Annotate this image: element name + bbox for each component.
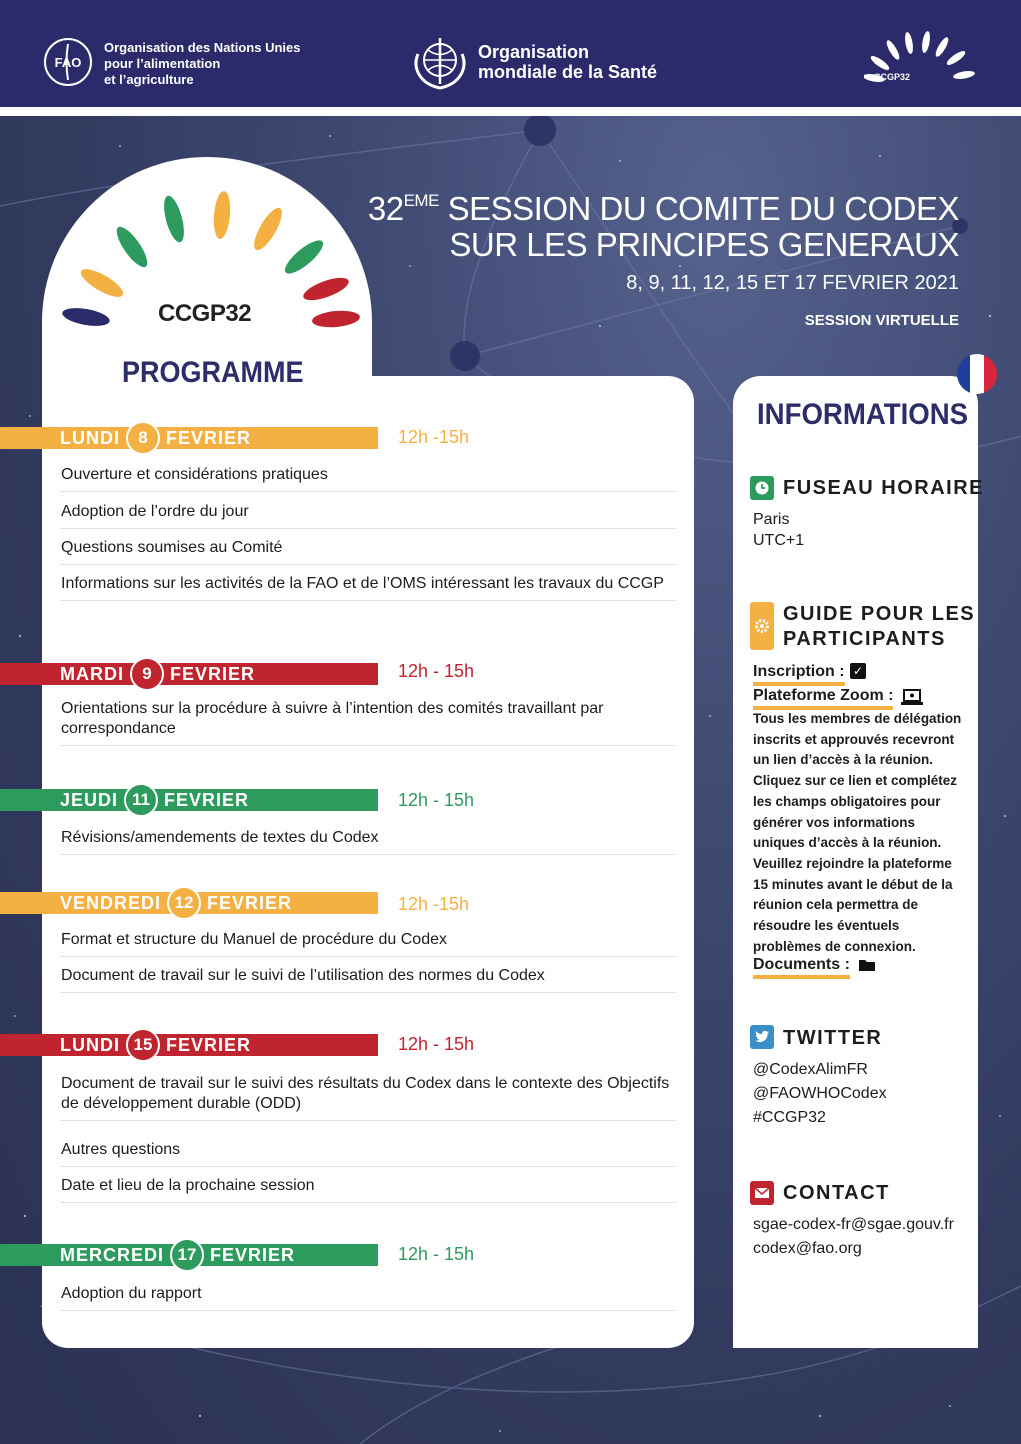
- session-title: [368, 183, 959, 263]
- day-name: MERCREDI: [60, 1244, 165, 1265]
- informations-heading: INFORMATIONS: [757, 398, 969, 431]
- day-time: 12h - 15h: [398, 661, 475, 681]
- folder-icon[interactable]: [858, 958, 876, 972]
- twitter-handle-1[interactable]: @CodexAlimFR: [753, 1061, 868, 1078]
- title-line-1: SESSION DU COMITE DU CODEX: [447, 190, 959, 227]
- day-time: 12h - 15h: [398, 1034, 475, 1054]
- mail-icon: [750, 1181, 774, 1205]
- fao-logo-text: FAO: [54, 55, 82, 70]
- session-format: SESSION VIRTUELLE: [804, 312, 959, 329]
- day-bar-lundi-8: [0, 427, 378, 449]
- day-month: FEVRIER: [164, 789, 250, 810]
- fao-line-2: pour l’alimentation: [104, 56, 221, 71]
- header-divider: [0, 107, 1021, 116]
- agenda-item: Adoption de l’ordre du jour: [61, 502, 676, 529]
- day-number: 12: [167, 886, 201, 920]
- twitter-title: TWITTER: [783, 1027, 883, 1049]
- timezone-offset: UTC+1: [753, 532, 805, 549]
- day-time: 12h - 15h: [398, 1244, 475, 1264]
- who-logo-icon: [410, 34, 470, 90]
- badge-label: CCGP32: [158, 300, 252, 327]
- agenda-item: Autres questions: [61, 1140, 676, 1167]
- day-bar-lundi-15: [0, 1034, 378, 1056]
- day-month: FEVRIER: [210, 1244, 296, 1265]
- fao-name: [104, 40, 301, 88]
- day-bar-jeudi-11: [0, 789, 378, 811]
- twitter-handle-2[interactable]: @FAOWHOCodex: [753, 1085, 887, 1102]
- agenda-item: Format et structure du Manuel de procédure du Codex: [61, 930, 676, 957]
- zoom-label: Plateforme Zoom :: [753, 686, 893, 710]
- day-number: 15: [126, 1028, 160, 1062]
- agenda-item: Ouverture et considérations pratiques: [61, 465, 676, 492]
- agenda-item: Orientations sur la procédure à suivre à l’intention des comités travaillant par correspondance: [61, 699, 676, 746]
- twitter-hashtag[interactable]: #CCGP32: [753, 1109, 826, 1126]
- session-dates: 8, 9, 11, 12, 15 ET 17 FEVRIER 2021: [626, 272, 959, 294]
- title-line-2: SUR LES PRINCIPES GENERAUX: [449, 226, 959, 263]
- day-name: JEUDI: [60, 789, 119, 810]
- fao-line-1: Organisation des Nations Unies: [104, 40, 301, 55]
- twitter-icon[interactable]: [750, 1025, 774, 1049]
- agenda-item: Adoption du rapport: [61, 1284, 676, 1311]
- contact-email-1[interactable]: sgae-codex-fr@sgae.gouv.fr: [753, 1216, 954, 1233]
- laptop-icon[interactable]: [901, 688, 923, 706]
- contact-title: CONTACT: [783, 1182, 890, 1204]
- timezone-city: Paris: [753, 511, 790, 528]
- who-line-1: Organisation: [478, 42, 590, 62]
- day-name: MARDI: [60, 663, 124, 684]
- day-number: 11: [124, 783, 158, 817]
- day-month: FEVRIER: [166, 427, 252, 448]
- day-bar-mercredi-17: [0, 1244, 378, 1266]
- who-line-2: mondiale de la Santé: [478, 62, 658, 82]
- guide-title-line-1: GUIDE POUR LES: [783, 603, 976, 625]
- twitter-handles: [753, 1058, 887, 1130]
- day-month: FEVRIER: [166, 1034, 252, 1055]
- header-logo-label: CCGP32: [874, 72, 911, 82]
- agenda-item: Date et lieu de la prochaine session: [61, 1176, 676, 1203]
- session-number-suffix: EME: [403, 191, 439, 210]
- day-number: 9: [130, 657, 164, 691]
- day-name: LUNDI: [60, 1034, 120, 1055]
- documents-label: Documents :: [753, 955, 850, 979]
- guide-title: [783, 602, 975, 652]
- day-time: 12h -15h: [398, 427, 470, 447]
- day-bar-mardi-9: [0, 663, 378, 685]
- agenda-item: Document de travail sur le suivi des résultats du Codex dans le contexte des Objectifs de développement durable (ODD): [61, 1074, 676, 1121]
- fao-line-3: et l’agriculture: [104, 72, 194, 87]
- timezone-title: FUSEAU HORAIRE: [783, 477, 985, 499]
- agenda-item: Informations sur les activités de la FAO et de l’OMS intéressant les travaux du CCGP: [61, 574, 676, 601]
- french-flag-icon[interactable]: [957, 354, 997, 394]
- who-name: [478, 42, 657, 82]
- agenda-item: Document de travail sur le suivi de l’utilisation des normes du Codex: [61, 966, 676, 993]
- clock-icon: [750, 476, 774, 500]
- day-number: 8: [126, 421, 160, 455]
- agenda-item: Questions soumises au Comité: [61, 538, 676, 565]
- programme-heading: PROGRAMME: [122, 356, 304, 389]
- contact-email-2[interactable]: codex@fao.org: [753, 1240, 862, 1257]
- checkbox-icon[interactable]: ✓: [850, 663, 866, 679]
- day-number: 17: [170, 1238, 204, 1272]
- timezone-value: [753, 508, 804, 553]
- day-time: 12h -15h: [398, 894, 470, 914]
- day-name: VENDREDI: [60, 892, 162, 913]
- day-name: LUNDI: [60, 427, 120, 448]
- day-bar-vendredi-12: [0, 892, 378, 914]
- gear-icon: [750, 602, 774, 650]
- header-bar: [0, 0, 1021, 107]
- session-number: 32: [367, 190, 404, 227]
- day-month: FEVRIER: [207, 892, 293, 913]
- guide-title-line-2: PARTICIPANTS: [783, 628, 946, 650]
- agenda-item: Révisions/amendements de textes du Codex: [61, 828, 676, 855]
- inscription-label: Inscription :: [753, 662, 845, 686]
- fao-logo-icon: [42, 36, 94, 88]
- guide-instructions: Tous les membres de délégation inscrits et approuvés recevront un lien d’accès à la réunion. Cliquez sur ce lien et complétez les champs obligatoires pour générer vos informations uniques d’accès à la réunion. Veuillez rejoindre la plateforme 15 minutes avant le début de la réunion cela permettra de résoudre les éventuels problèmes de connexion.: [753, 711, 962, 954]
- contact-emails: [753, 1213, 954, 1261]
- day-time: 12h - 15h: [398, 790, 475, 810]
- day-month: FEVRIER: [170, 663, 256, 684]
